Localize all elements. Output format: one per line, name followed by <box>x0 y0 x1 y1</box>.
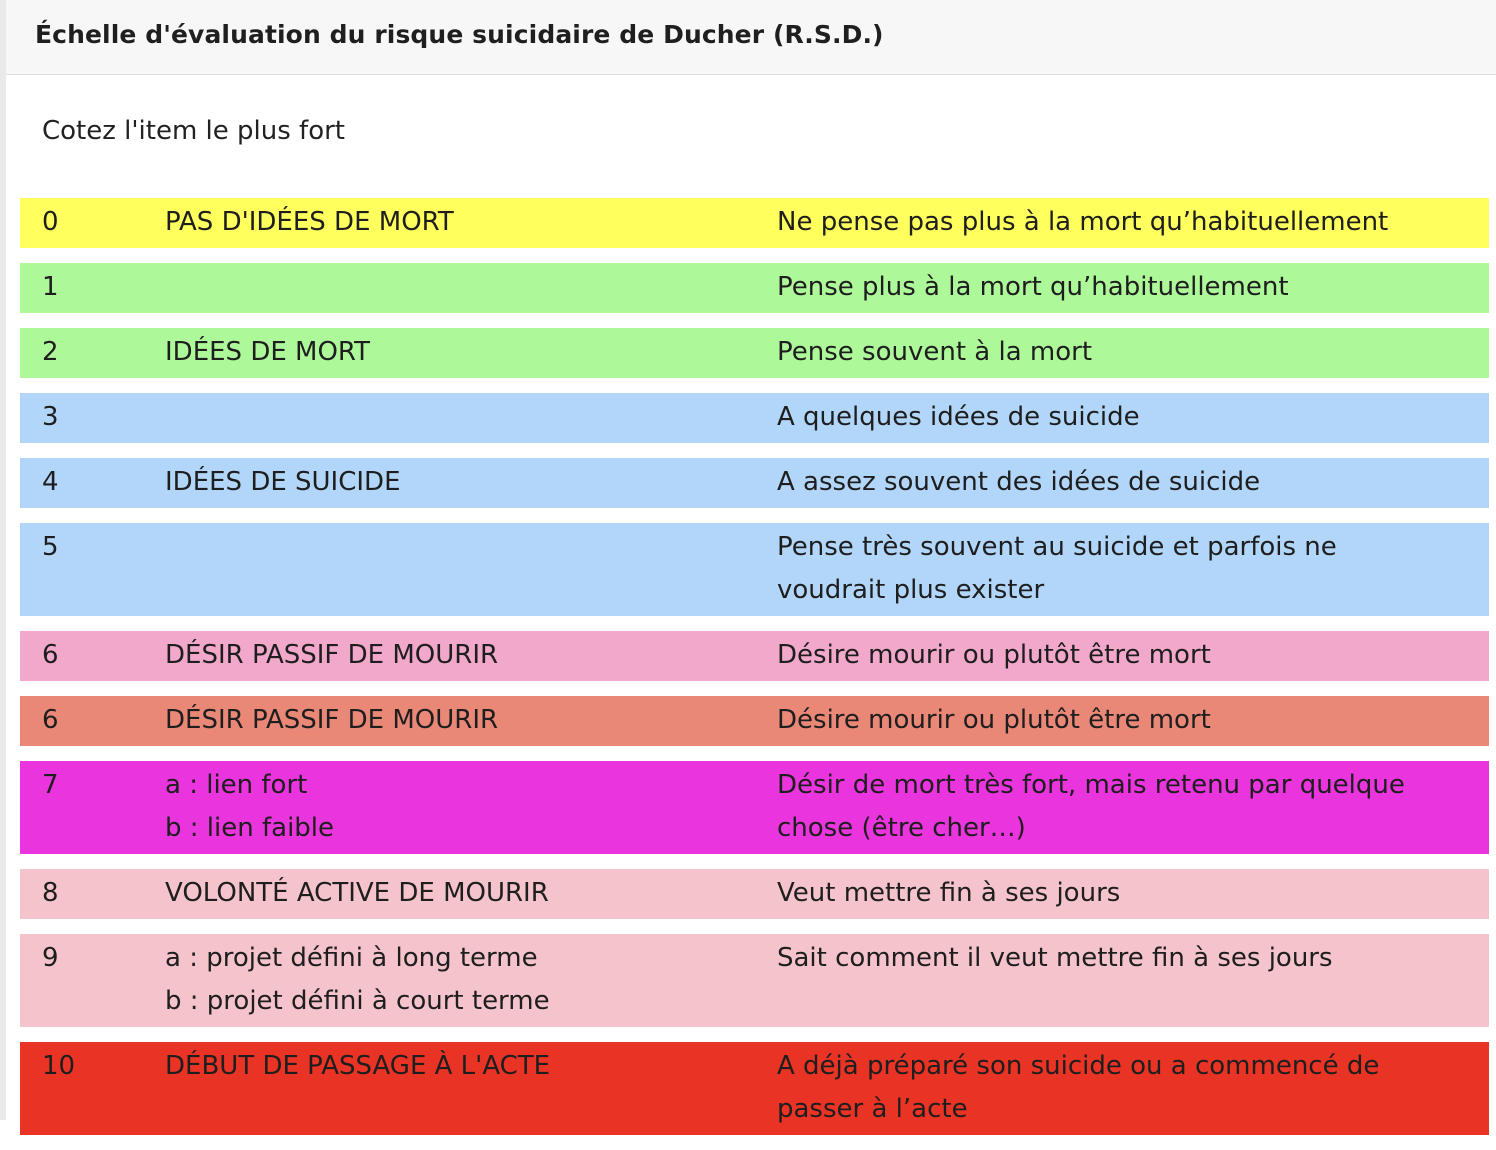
scale-row[interactable] <box>20 934 1489 1027</box>
scale-row[interactable] <box>20 263 1489 313</box>
instruction-text: Cotez l'item le plus fort <box>42 116 345 146</box>
scale-row[interactable] <box>20 761 1489 854</box>
description-cell: Désire mourir ou plutôt être mort <box>777 640 1211 670</box>
level-label-line: VOLONTÉ ACTIVE DE MOURIR <box>165 878 549 908</box>
scale-row[interactable] <box>20 696 1489 746</box>
description-cell: Sait comment il veut mettre fin à ses jours <box>777 943 1333 973</box>
scale-row[interactable] <box>20 458 1489 508</box>
level-label-line: PAS D'IDÉES DE MORT <box>165 207 454 237</box>
panel-header <box>6 0 1496 75</box>
level-label-cell <box>165 461 777 504</box>
level-label-cell <box>165 634 777 677</box>
level-label-cell <box>165 1045 777 1131</box>
description-cell: A quelques idées de suicide <box>777 402 1140 432</box>
level-label-line: b : lien faible <box>165 813 335 843</box>
level-label-cell <box>165 396 777 439</box>
panel-title: Échelle d'évaluation du risque suicidaire de Ducher (R.S.D.) <box>35 19 884 49</box>
level-label-cell <box>165 764 777 850</box>
scale-row[interactable] <box>20 393 1489 443</box>
level-label-cell <box>165 526 777 612</box>
scale-row[interactable] <box>20 1042 1489 1135</box>
score-cell: 10 <box>42 1051 76 1081</box>
level-label-line: a : projet défini à long terme <box>165 943 538 973</box>
score-cell: 6 <box>42 640 59 670</box>
level-label-line: DÉBUT DE PASSAGE À L'ACTE <box>165 1051 551 1081</box>
score-cell: 4 <box>42 467 59 497</box>
level-label-cell <box>165 872 777 915</box>
level-label-cell <box>165 331 777 374</box>
level-label-cell <box>165 266 777 309</box>
description-cell: Ne pense pas plus à la mort qu’habituellement <box>777 207 1389 237</box>
score-cell: 9 <box>42 943 59 973</box>
score-cell: 8 <box>42 878 59 908</box>
score-cell: 0 <box>42 207 59 237</box>
score-cell: 1 <box>42 272 59 302</box>
level-label-line: IDÉES DE MORT <box>165 337 370 367</box>
description-cell: Pense plus à la mort qu’habituellement <box>777 272 1289 302</box>
risk-scale-table <box>20 198 1489 1150</box>
description-cell: A déjà préparé son suicide ou a commencé de passer à l’acte <box>777 1051 1380 1124</box>
level-label-cell <box>165 699 777 742</box>
level-label-line: a : lien fort <box>165 770 308 800</box>
score-cell: 2 <box>42 337 59 367</box>
level-label-line: DÉSIR PASSIF DE MOURIR <box>165 640 499 670</box>
score-cell: 3 <box>42 402 59 432</box>
scale-row[interactable] <box>20 198 1489 248</box>
description-cell: Désir de mort très fort, mais retenu par quelque chose (être cher…) <box>777 770 1405 843</box>
description-cell: Pense très souvent au suicide et parfois ne voudrait plus exister <box>777 532 1337 605</box>
description-cell: Désire mourir ou plutôt être mort <box>777 705 1211 735</box>
level-label-line: IDÉES DE SUICIDE <box>165 467 401 497</box>
description-cell: Pense souvent à la mort <box>777 337 1093 367</box>
scale-row[interactable] <box>20 523 1489 616</box>
level-label-cell <box>165 201 777 244</box>
level-label-line: DÉSIR PASSIF DE MOURIR <box>165 705 499 735</box>
scale-row[interactable] <box>20 869 1489 919</box>
score-cell: 6 <box>42 705 59 735</box>
description-cell: A assez souvent des idées de suicide <box>777 467 1261 497</box>
scale-row[interactable] <box>20 328 1489 378</box>
description-cell: Veut mettre fin à ses jours <box>777 878 1121 908</box>
level-label-line: b : projet défini à court terme <box>165 986 550 1016</box>
scale-row[interactable] <box>20 631 1489 681</box>
score-cell: 7 <box>42 770 59 800</box>
level-label-cell <box>165 937 777 1023</box>
score-cell: 5 <box>42 532 59 562</box>
